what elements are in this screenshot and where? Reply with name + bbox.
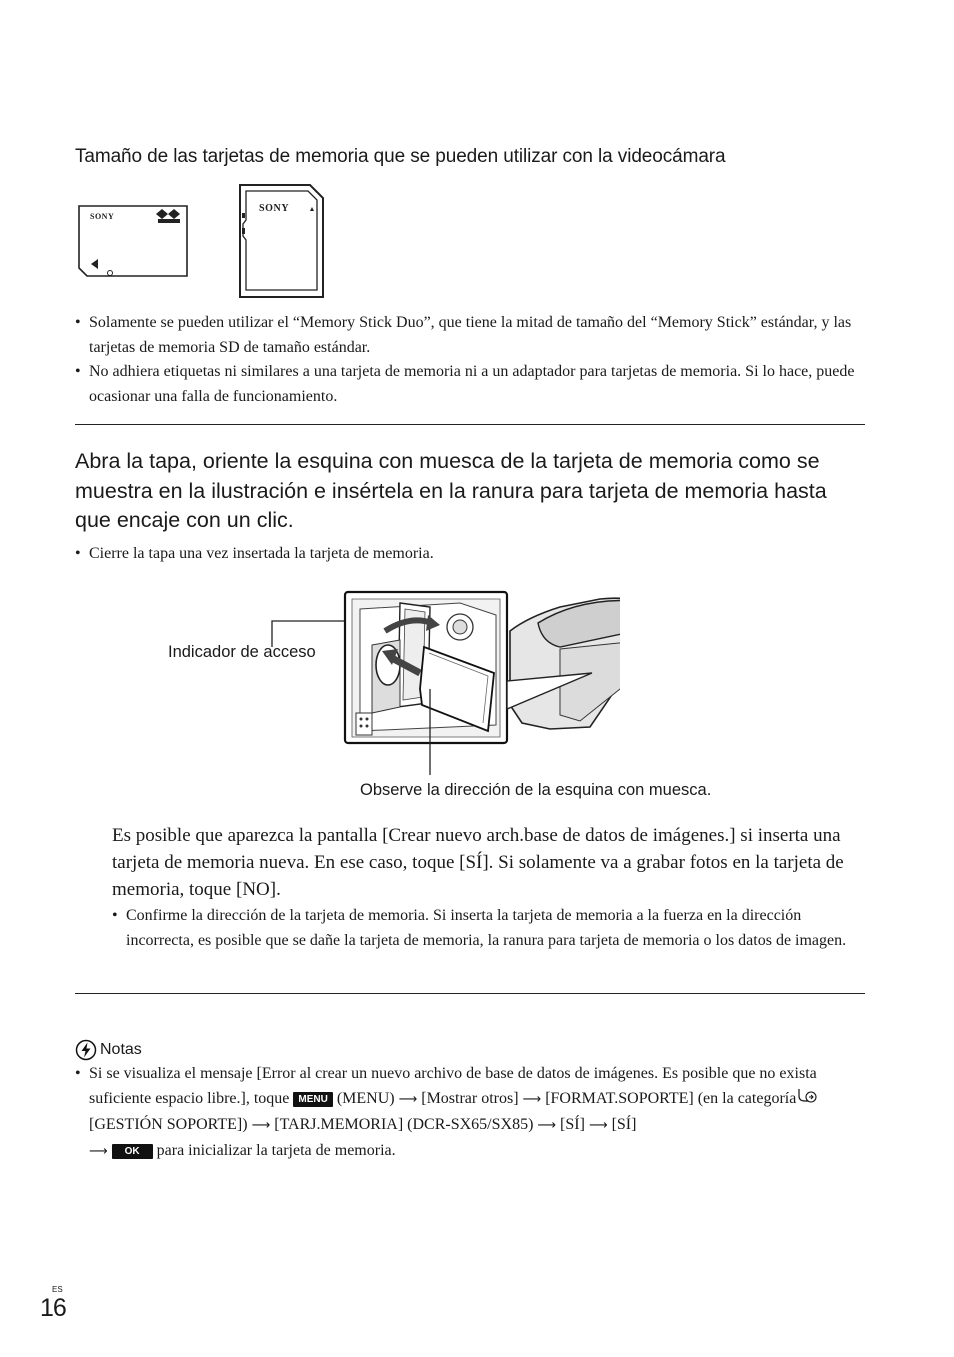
step-title: Abra la tapa, oriente la esquina con muesca de la tarjeta de memoria como se muestra en la ilustración e insértela en la ranura para tarjeta de memoria hasta que encaje con un clic. (75, 449, 827, 532)
section-heading: Tamaño de las tarjetas de memoria que se pueden utilizar con la videocámara (75, 146, 726, 167)
note-text: [SÍ] (611, 1116, 637, 1133)
note-text: [FORMAT.SOPORTE] (en la categoría (545, 1089, 797, 1107)
notes-list (75, 1062, 865, 1164)
access-indicator-label: Indicador de acceso (168, 643, 316, 661)
note-text: [Mostrar otros] (421, 1089, 519, 1107)
notes-icon (75, 1039, 97, 1061)
new-card-paragraph: Es posible que aparezca la pantalla [Crear nuevo arch.base de datos de imágenes.] si inserta una tarjeta de memoria nueva. En ese caso, toque [SÍ]. Si solamente va a grabar fotos en la tarjeta de memoria, toque [NO]. (112, 825, 844, 901)
arrow-right-icon: ⟶ (537, 1118, 557, 1133)
note-text: [TARJ.MEMORIA] (DCR-SX65/SX85) (274, 1116, 534, 1133)
ok-button-icon: OK (112, 1144, 153, 1159)
manage-media-category-icon (796, 1087, 818, 1114)
memory-card-figure (70, 180, 340, 305)
arrow-right-icon: ⟶ (251, 1118, 271, 1133)
note-text: [GESTIÓN SOPORTE]) (89, 1116, 248, 1133)
card-notes-list (75, 311, 867, 409)
notch-corner-label: Observe la dirección de la esquina con muesca. (360, 781, 712, 799)
arrow-right-icon: ⟶ (522, 1091, 542, 1107)
note-text: [SÍ] (560, 1116, 585, 1133)
divider (75, 424, 865, 425)
arrow-right-icon: ⟶ (588, 1118, 608, 1133)
direction-warning-list (112, 904, 866, 953)
notes-header (75, 1039, 142, 1061)
note-text: para inicializar la tarjeta de memoria. (156, 1141, 396, 1159)
menu-button-icon: MENU (293, 1092, 332, 1107)
list-item (75, 1062, 865, 1164)
camcorder-card-insertion-illustration (260, 585, 620, 785)
divider (75, 993, 865, 994)
page-number: 16 (40, 1294, 66, 1322)
step-notes-list (75, 542, 865, 567)
sd-card-illustration (238, 180, 338, 305)
ms-logo: SONY (90, 212, 115, 221)
list-item: • Solamente se pueden utilizar el “Memory Stick Duo”, que tiene la mitad de tamaño del “Memory Stick” estándar, y las tarjetas de memoria SD de tamaño estándar. (75, 311, 867, 360)
sd-logo: SONY (259, 203, 290, 214)
note-text: Si se visualiza el mensaje [Error al crear un nuevo archivo de base de datos de imágenes. Es posible que no exista suficiente espacio libre.], toque (89, 1065, 817, 1107)
list-item: • No adhiera etiquetas ni similares a una tarjeta de memoria ni a un adaptador para tarjetas de memoria. Si lo hace, puede ocasionar una falla de funcionamiento. (75, 360, 867, 409)
language-label: ES (52, 1285, 63, 1294)
note-text: (MENU) (336, 1089, 395, 1107)
list-item: • Cierre la tapa una vez insertada la tarjeta de memoria. (75, 542, 865, 567)
notes-label: Notas (100, 1041, 142, 1058)
list-item: • Confirme la dirección de la tarjeta de memoria. Si inserta la tarjeta de memoria a la fuerza en la dirección incorrecta, es posible que se dañe la tarjeta de memoria, la ranura para tarjeta de memoria o los datos de imagen. (112, 904, 866, 953)
arrow-right-icon: ⟶ (398, 1091, 418, 1107)
arrow-right-icon: ⟶ (89, 1143, 108, 1159)
